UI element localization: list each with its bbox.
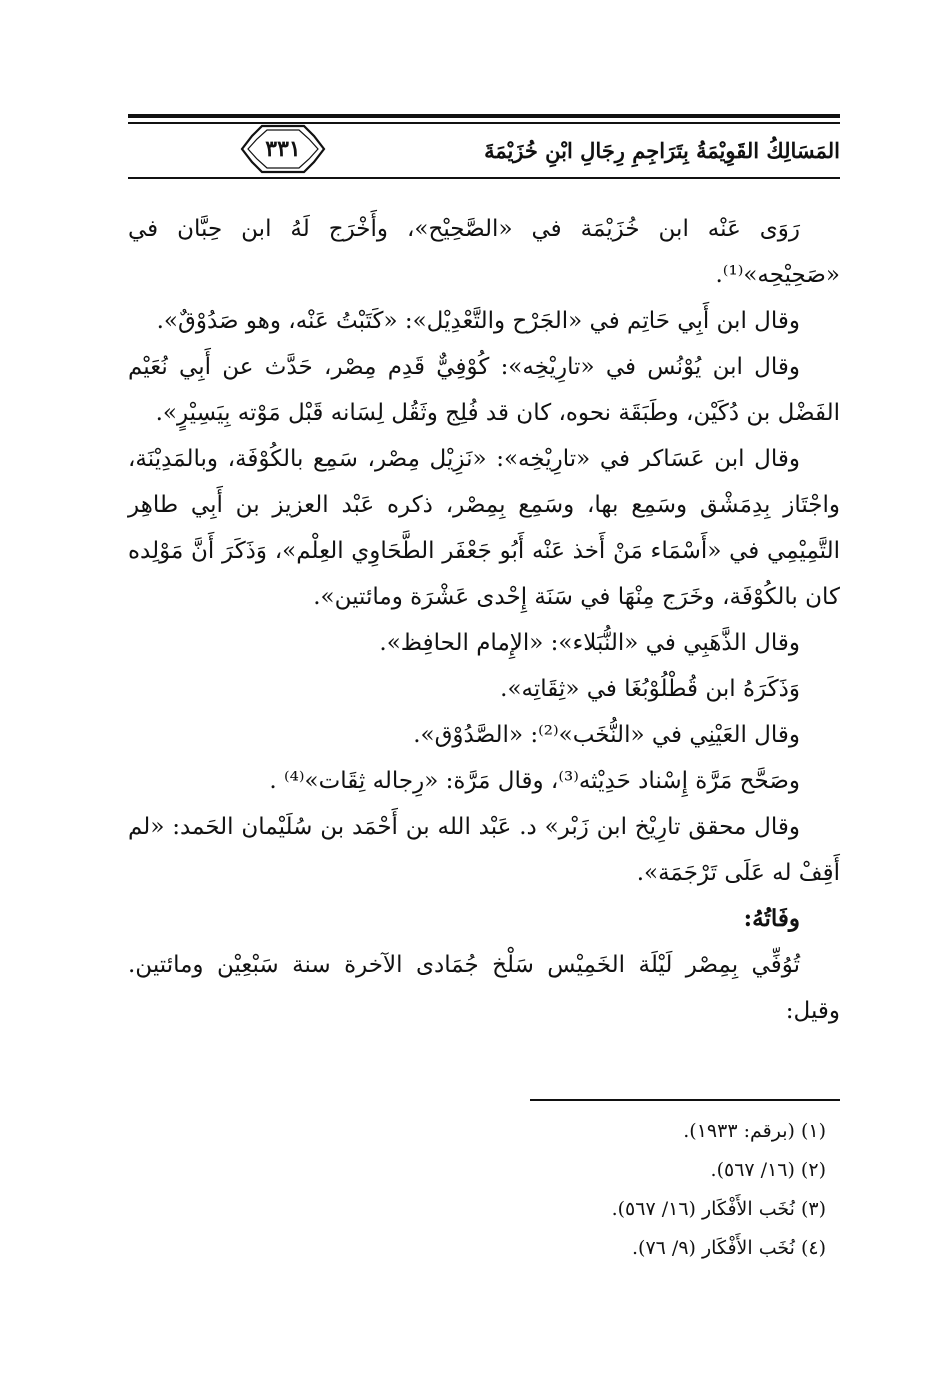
header-rule-thick xyxy=(128,114,840,118)
paragraph: وقال الذَّهَبِي في «النُّبَلاء»: «الإِمام الحافِظ». xyxy=(379,630,800,656)
paragraph: وَذَكَرَهُ ابن قُطْلُوْبُغَا في «ثِقَاتِه». xyxy=(500,676,800,702)
paragraph: وقال العَيْنِي في «النُّخَب»⁽²⁾: «الصَّدُوْق». xyxy=(413,722,800,748)
footnote: (١) (برقم: ١٩٣٣). xyxy=(683,1120,826,1142)
page-number-badge xyxy=(238,122,328,176)
paragraph: وقال ابن أَبِي حَاتِم في «الجَرْح والتَّعْدِيْل»: «كَتَبْتُ عَنْه، وهو صَدُوْقٌ». xyxy=(156,308,800,334)
page-number: ٣٣١ xyxy=(265,136,301,162)
paragraph: وقال محقق تارِيْخ ابن زَبْر» د. عَبْد الله بن أَحْمَد بن سُلَيْمان الحَمد: «لم أَقِفْ له عَلَى تَرْجَمَة». xyxy=(128,814,840,886)
footnote: (٤) نُخَب الأَفْكَار (٩/ ٧٦). xyxy=(632,1237,826,1259)
paragraph: وصَحَّح مَرَّة إِسْناد حَدِيْثه⁽³⁾، وقال مَرَّة: «رِجاله ثِقَات»⁽⁴⁾ . xyxy=(269,768,800,794)
paragraph: تُوُفِّي بِمِصْر لَيْلَة الخَمِيْس سَلْخ جُمَادى الآخرة سنة سَبْعِيْن ومائتين. وقيل: xyxy=(128,952,840,1024)
footnotes xyxy=(128,1112,840,1268)
footnote: (٣) نُخَب الأَفْكَار (١٦/ ٥٦٧). xyxy=(611,1198,826,1220)
running-title: المَسَالِكُ القَوِيْمَةُ بِتَرَاجِمِ رِجَالِ ابْنِ خُزَيْمَةَ xyxy=(484,138,840,163)
page-header xyxy=(128,108,840,188)
footnote: (٢) (١٦/ ٥٦٧). xyxy=(710,1159,826,1181)
body-text xyxy=(128,206,840,1034)
section-heading-death: وفَاتُهُ: xyxy=(743,905,800,932)
paragraph: وقال ابن عَسَاكر في «تارِيْخِه»: «نَزِيْل مِصْر، سَمِع بالكُوْفَة، وبالمَدِيْنَة، واجْتَاز بِدِمَشْق وسَمِع بها، وسَمِع بِمِصْر، ذكره عَبْد العزيز بن أَبِي طاهِر التَّمِيْمِي في «أَسْمَاء مَنْ أَخذ عَنْه أَبُو جَعْفَر الطَّحَاوِي العِلْم»، وَذَكَرَ أَنَّ مَوْلِده كان بالكُوْفَة، وخَرَج مِنْهَا في سَنَة إِحْدى عَشْرَة ومائتين». xyxy=(128,446,840,610)
header-rule-bottom xyxy=(128,177,840,179)
header-rule-thin xyxy=(128,122,840,124)
paragraph: رَوَى عَنْه ابن خُزَيْمَة في «الصَّحِيْح»، وأَخْرَج لَهُ ابن حِبَّان في «صَحِيْحِه»⁽¹⁾. xyxy=(128,216,840,288)
paragraph: وقال ابن يُوْنُس في «تارِيْخِه»: كُوْفِيٌّ قَدِم مِصْر، حَدَّث عن أَبِي نُعَيْم الفَضْل بن دُكَيْن، وطَبَقَة نحوه، كان قد فُلِج وثَقُل لِسَانه قَبْل مَوْته بِيَسِيْرٍ». xyxy=(128,354,840,426)
footnote-separator xyxy=(530,1099,840,1101)
